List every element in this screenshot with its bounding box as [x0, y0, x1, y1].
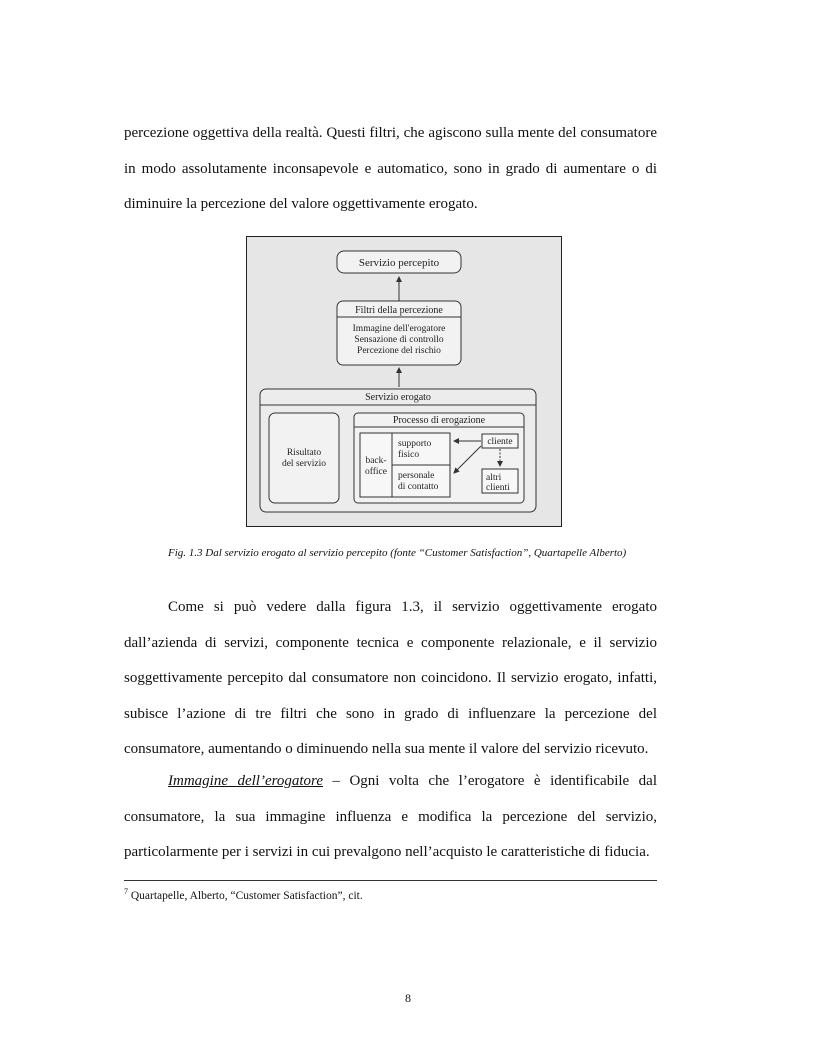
- filtro-immagine: Immagine dell'erogatore: [352, 324, 446, 334]
- page-number: 8: [405, 991, 411, 1005]
- paragraph-3-text: – Ogni volta che l’erogatore è identificabile dal consumatore, la sua immagine influenza e modifica la percezione del servizio, particolarmente per i servizi in cui prevalgono nell’acquisto le caratteristiche di fiducia.: [124, 773, 657, 860]
- filtri-title: Filtri della percezione: [355, 305, 443, 316]
- term-immagine-erogatore: Immagine dell’erogatore: [168, 773, 323, 789]
- processo-label: Processo di erogazione: [392, 415, 486, 426]
- paragraph-3: [124, 764, 657, 871]
- risultato-line1: Risultato: [286, 448, 322, 458]
- footnote-divider: [124, 880, 657, 881]
- supporto-line1: supporto: [398, 439, 432, 449]
- back-office-line1: back-: [365, 456, 387, 466]
- footnote: [124, 887, 363, 902]
- altri-line1: altri: [486, 473, 502, 483]
- filtro-rischio: Percezione del rischio: [357, 346, 441, 356]
- figure-service-diagram: [246, 236, 562, 527]
- filtro-controllo: Sensazione di controllo: [354, 335, 444, 345]
- servizio-percepito-label: Servizio percepito: [358, 257, 440, 269]
- altri-line2: clienti: [486, 483, 510, 493]
- risultato-box: [269, 413, 339, 503]
- personale-line2: di contatto: [398, 482, 439, 492]
- paragraph-1: percezione oggettiva della realtà. Questi filtri, che agiscono sulla mente del consumatore in modo assolutamente inconsapevole e automatico, sono in grado di aumentare o di diminuire la percezione del valore oggettivamente erogato.: [124, 125, 657, 212]
- figure-caption: Fig. 1.3 Dal servizio erogato al servizio percepito (fonte “Customer Satisfaction”, Quartapelle Alberto): [168, 547, 627, 559]
- supporto-line2: fisico: [398, 450, 420, 460]
- cliente-label: cliente: [487, 437, 513, 447]
- diagram-svg: [247, 237, 561, 526]
- risultato-line2: del servizio: [281, 459, 327, 469]
- footnote-text: Quartapelle, Alberto, “Customer Satisfaction”, cit.: [128, 889, 363, 902]
- back-office-line2: office: [365, 467, 387, 477]
- servizio-erogato-label: Servizio erogato: [365, 392, 431, 403]
- footnote-mark: 7: [124, 887, 128, 896]
- personale-line1: personale: [398, 471, 435, 481]
- paragraph-2: Come si può vedere dalla figura 1.3, il servizio oggettivamente erogato dall’azienda di servizi, componente tecnica e componente relazionale, e il servizio soggettivamente percepito dal consumatore non coincidono. Il servizio erogato, infatti, subisce l’azione di tre filtri che sono in grado di influenzare la percezione del consumatore, aumentando o diminuendo nella sua mente il valore del servizio ricevuto.: [124, 599, 657, 757]
